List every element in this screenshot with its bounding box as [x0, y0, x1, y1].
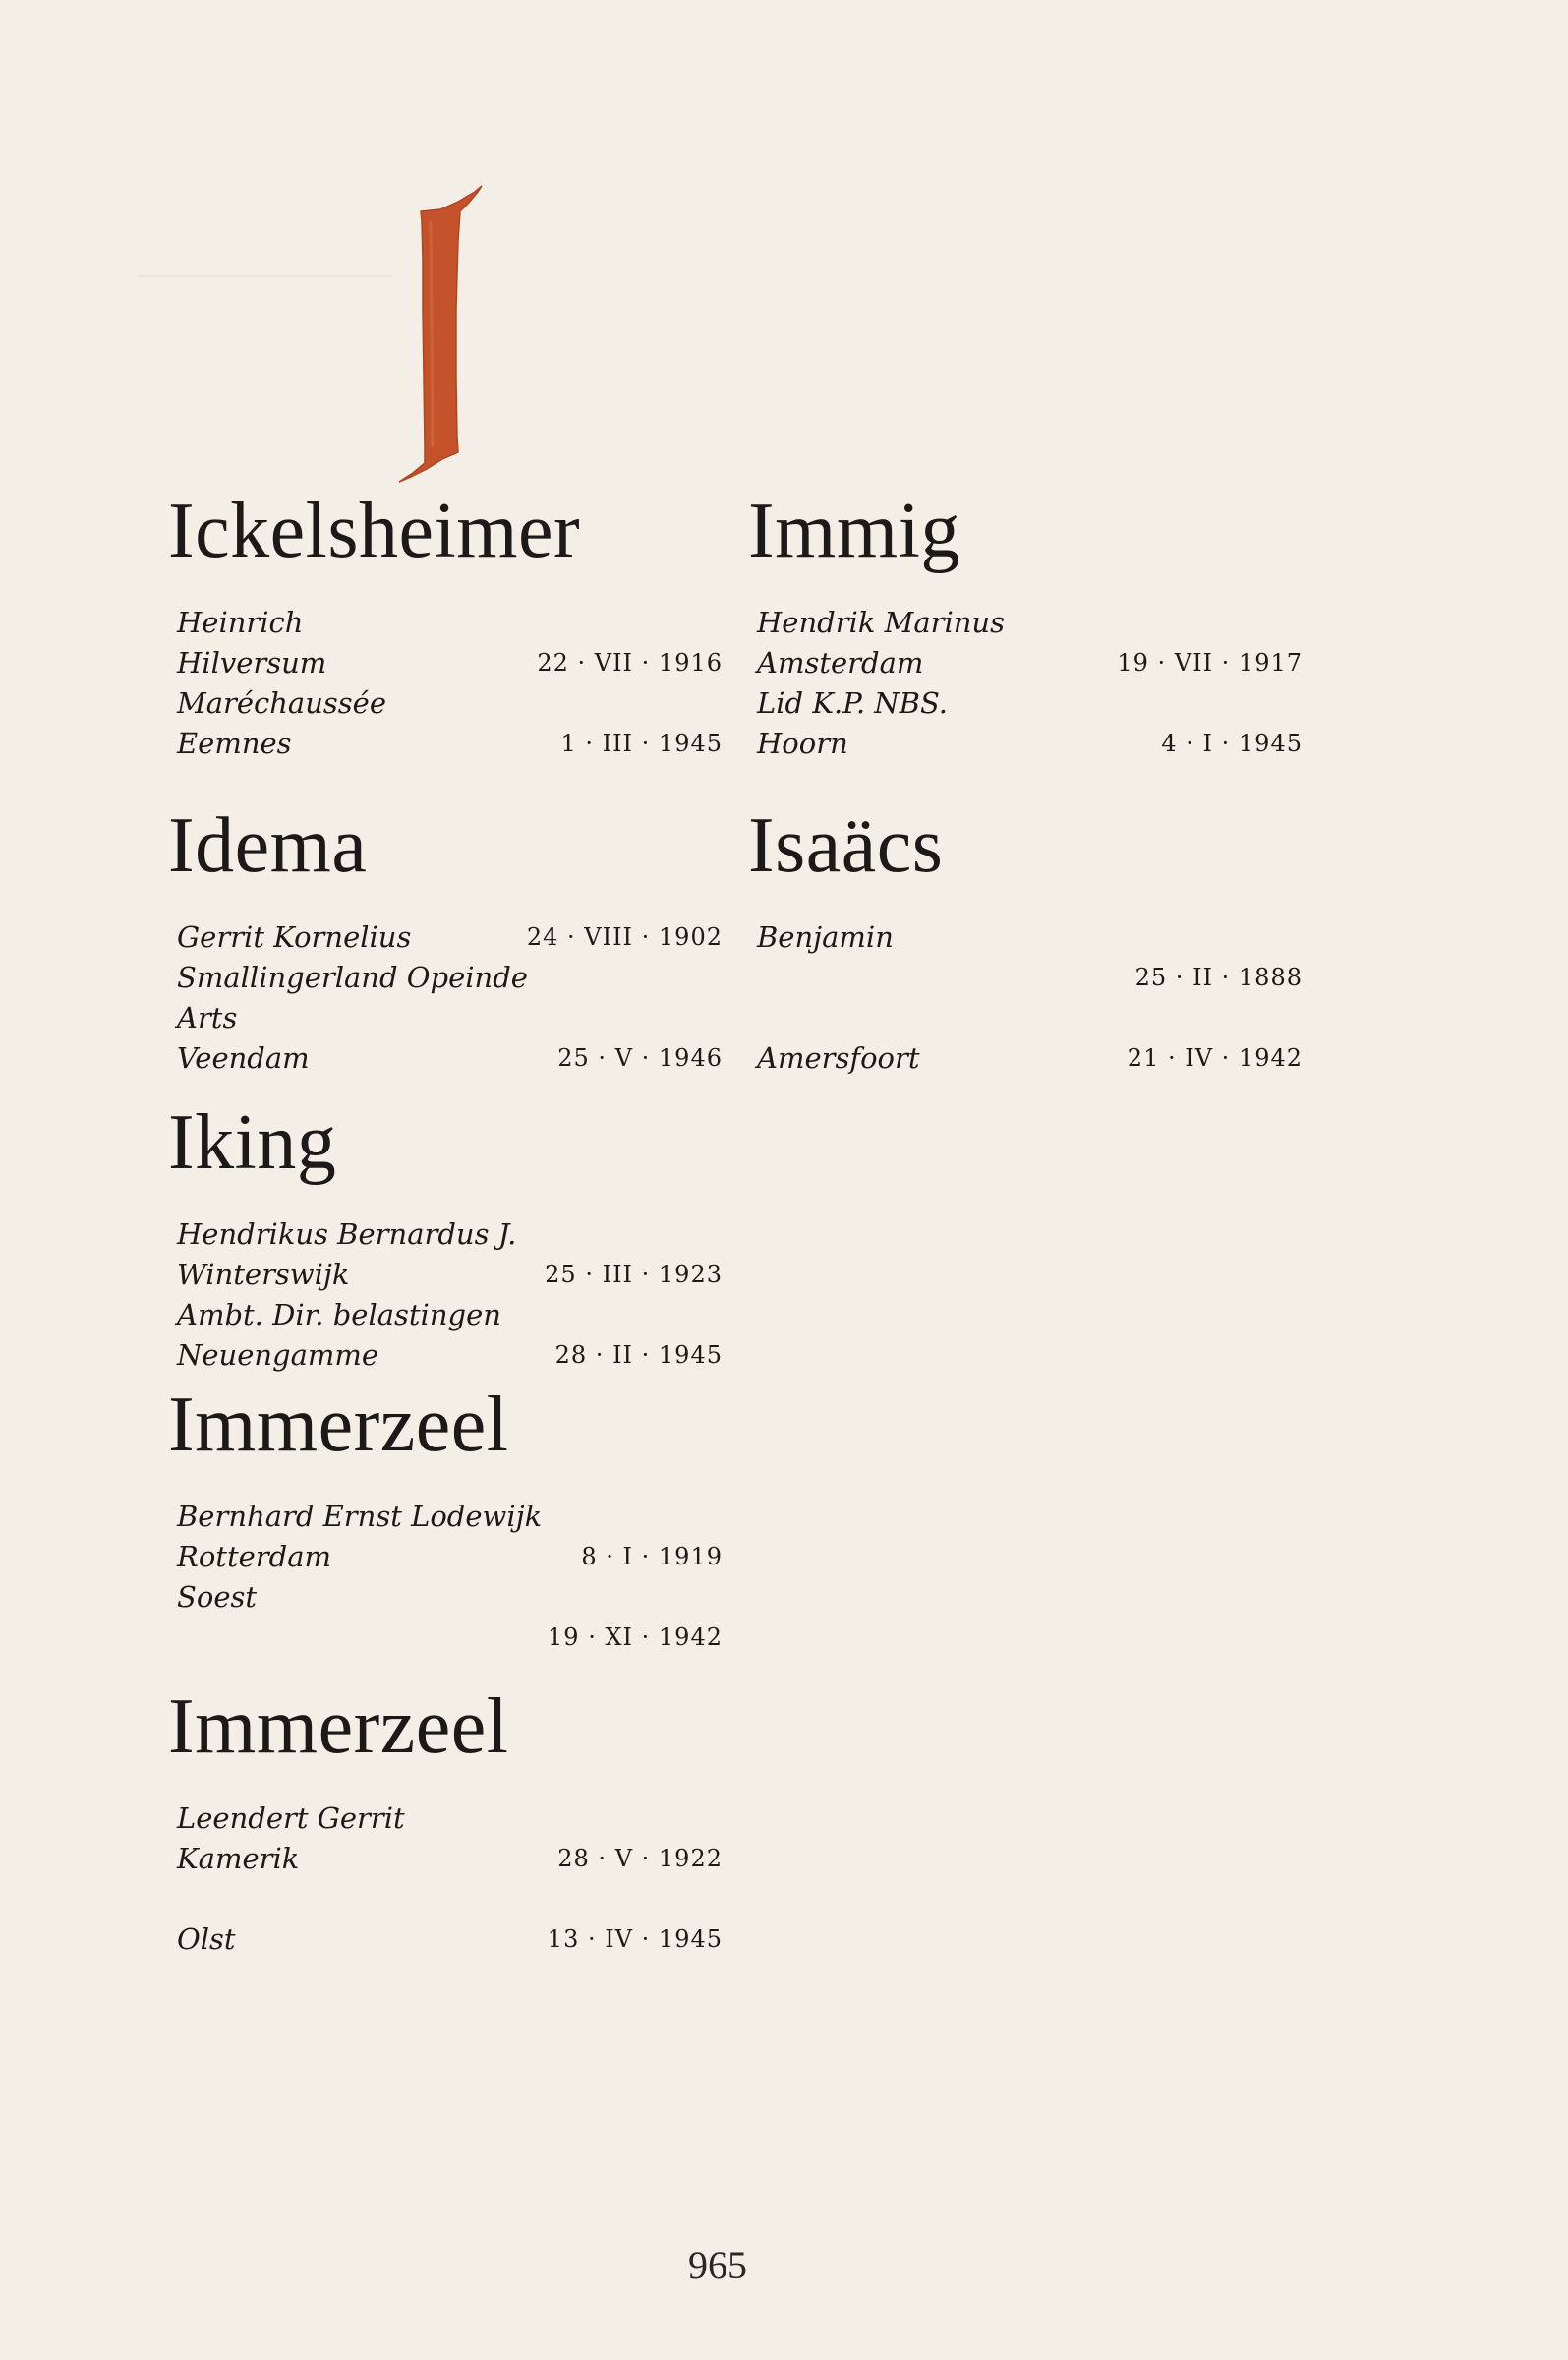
death-place: Veendam: [177, 1041, 310, 1075]
birth-date: 25 · II · 1888: [1134, 964, 1303, 991]
entry-isaacs: [748, 801, 1303, 1079]
death-date: 1 · III · 1945: [560, 730, 723, 757]
occupation: Ambt. Dir. belastingen: [177, 1298, 501, 1331]
entry-line: [172, 917, 723, 958]
entry-line: [172, 1335, 723, 1376]
death-place: Eemnes: [177, 727, 292, 760]
entry-surname: Idema: [168, 802, 368, 889]
entry-surname: Immerzeel: [168, 1382, 509, 1468]
death-date: 28 · II · 1945: [554, 1341, 723, 1369]
entry-surname: Ickelsheimer: [168, 488, 581, 574]
given-name: Heinrich: [177, 606, 304, 639]
birth-date: 28 · V · 1922: [557, 1845, 723, 1872]
given-name: Gerrit Kornelius: [177, 920, 412, 954]
entry-surname: Iking: [168, 1099, 337, 1186]
right-column: [748, 487, 1303, 1079]
entry-line: [752, 958, 1303, 998]
entry-line: [172, 1537, 723, 1577]
entry-line: [172, 1577, 723, 1618]
death-date: 21 · IV · 1942: [1127, 1044, 1303, 1072]
death-date: 4 · I · 1945: [1161, 730, 1303, 757]
entry-line: [752, 683, 1303, 724]
birth-date: 19 · VII · 1917: [1117, 649, 1303, 677]
entry-line: [752, 603, 1303, 643]
entry-line: [172, 1497, 723, 1537]
given-name: Hendrik Marinus: [757, 606, 1005, 639]
page-number: 965: [688, 2243, 747, 2287]
birthplace: Winterswijk: [177, 1258, 350, 1291]
death-place: Amersfoort: [757, 1041, 920, 1075]
death-date: 13 · IV · 1945: [547, 1925, 723, 1953]
entry-immig: [748, 487, 1303, 764]
given-name: Hendrikus Bernardus J.: [177, 1217, 517, 1251]
entry-line: [172, 683, 723, 724]
death-date: 19 · XI · 1942: [548, 1623, 723, 1651]
residence: Soest: [177, 1580, 258, 1614]
occupation: Arts: [177, 1001, 238, 1034]
entry-line: [172, 1214, 723, 1255]
given-name: Bernhard Ernst Lodewijk: [177, 1500, 543, 1533]
entry-line: [752, 724, 1303, 764]
entry-iking: [168, 1098, 723, 1376]
birthplace: Kamerik: [177, 1842, 300, 1875]
entry-line: [172, 1919, 723, 1960]
birthplace: Hilversum: [177, 646, 327, 679]
entry-line: [172, 1295, 723, 1335]
birthplace: Rotterdam: [177, 1540, 331, 1573]
entry-line: [172, 1038, 723, 1079]
death-place: Neuengamme: [177, 1338, 379, 1372]
entry-line: [172, 998, 723, 1038]
death-place: Olst: [177, 1922, 236, 1956]
entry-line: [172, 1839, 723, 1879]
initial-letter-shape: [391, 182, 499, 497]
occupation: Lid K.P. NBS.: [757, 686, 949, 720]
given-name: Benjamin: [757, 920, 894, 954]
death-date: 25 · V · 1946: [557, 1044, 723, 1072]
bleed-through: [138, 197, 393, 297]
entry-line: [172, 1255, 723, 1295]
entry-surname: Isaäcs: [748, 802, 944, 889]
death-place: Hoorn: [757, 727, 848, 760]
birthplace: Amsterdam: [757, 646, 924, 679]
entry-line: [752, 998, 1303, 1038]
entry-line: [752, 643, 1303, 683]
entry-line: [752, 1038, 1303, 1079]
given-name: Leendert Gerrit: [177, 1801, 405, 1835]
birth-date: 22 · VII · 1916: [537, 649, 723, 677]
entry-line: [172, 1879, 723, 1919]
entry-line: [172, 603, 723, 643]
birth-date: 8 · I · 1919: [581, 1543, 723, 1570]
birth-date: 25 · III · 1923: [545, 1261, 723, 1288]
entry-line: [172, 643, 723, 683]
entry-ickelsheimer: [168, 487, 723, 764]
occupation: Maréchaussée: [177, 686, 386, 720]
entry-line: [172, 1618, 723, 1658]
birth-date: 24 · VIII · 1902: [526, 923, 723, 951]
decorative-initial: [391, 182, 480, 477]
left-column: [168, 487, 723, 1960]
entry-idema: [168, 801, 723, 1079]
entry-line: [172, 958, 723, 998]
birthplace: Smallingerland Opeinde: [177, 961, 528, 994]
entry-line: [172, 724, 723, 764]
entry-immerzeel-leendert: [168, 1682, 723, 1960]
entry-immerzeel-bernhard: [168, 1381, 723, 1658]
entry-line: [752, 917, 1303, 958]
entry-surname: Immerzeel: [168, 1683, 509, 1770]
entry-line: [172, 1799, 723, 1839]
entry-surname: Immig: [748, 488, 960, 574]
